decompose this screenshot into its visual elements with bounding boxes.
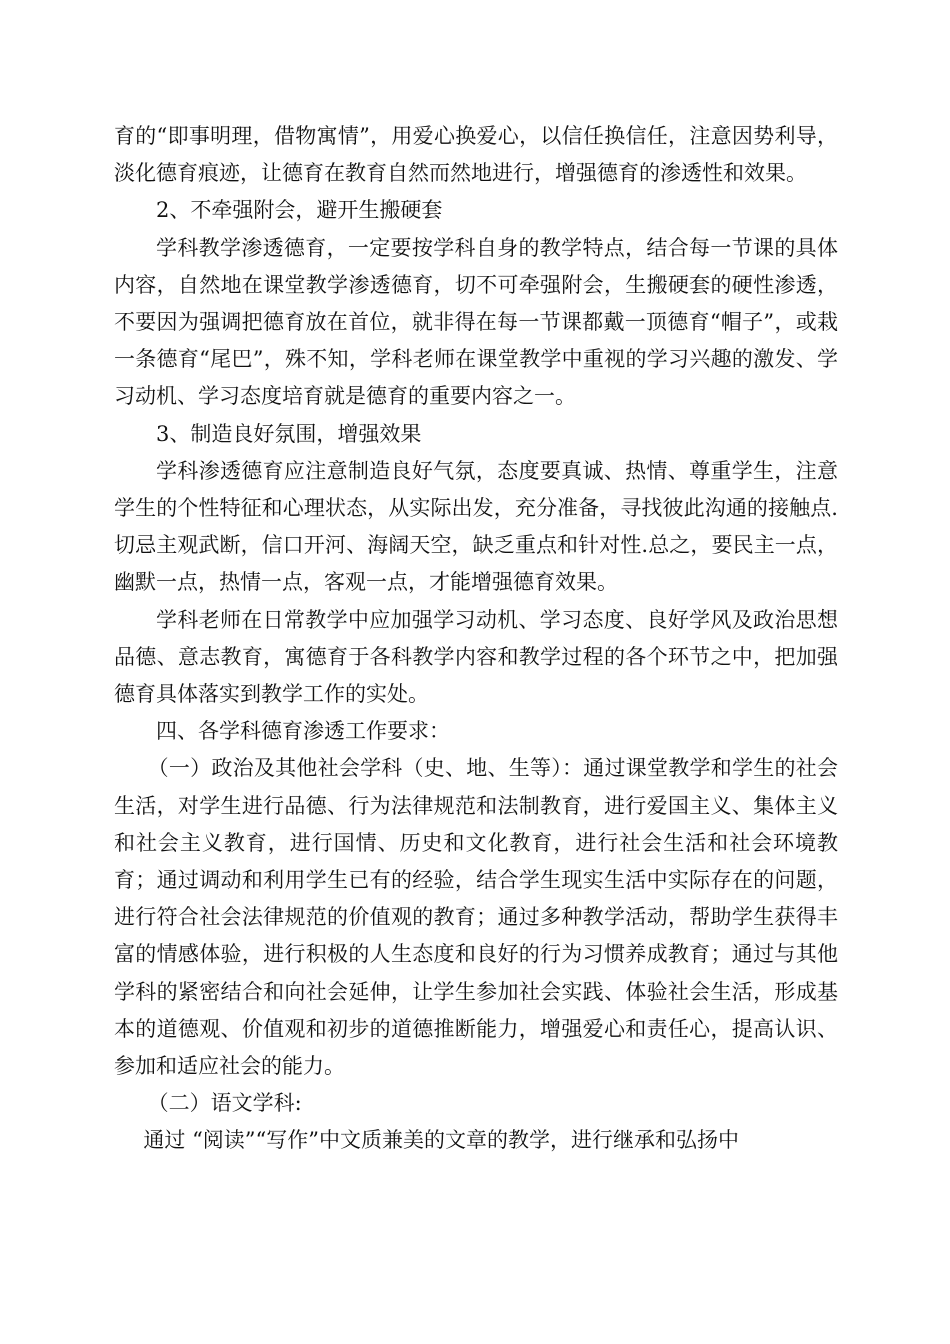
document-page (114, 118, 838, 1160)
section-heading-4: 四、各学科德育渗透工作要求： (156, 719, 450, 744)
subsection-heading: （二）语文学科: (147, 1091, 302, 1116)
section-heading-2: 2、不牵强附会，避开生搬硬套 (156, 198, 443, 223)
paragraph-body: 学科老师在日常教学中应加强学习动机、学习态度、良好学风及政治思想品德、意志教育，寓德育于各科教学内容和教学过程的各个环节之中，把加强德育具体落实到教学工作的实处。 (114, 607, 838, 707)
paragraph-body: 通过 “阅读”“写作”中文质兼美的文章的教学，进行继承和弘扬中 (143, 1128, 740, 1153)
paragraph-continuation: 育的“即事明理，借物寓情”，用爱心换爱心，以信任换信任，注意因势利导，淡化德育痕迹，让德育在教育自然而然地进行，增强德育的渗透性和效果。 (114, 124, 838, 186)
section-heading-3: 3、制造良好氛围，增强效果 (156, 421, 422, 446)
paragraph-body: （一）政治及其他社会学科（史、地、生等）：通过课堂教学和学生的社会生活，对学生进行品德、行为法律规范和法制教育，进行爱国主义、集体主义和社会主义教育，进行国情、历史和文化教育，进行社会生活和社会环境教育；通过调动和利用学生已有的经验，结合学生现实生活中实际存在的问题，进行符合社会法律规范的价值观的教育；通过多种教学活动，帮助学生获得丰富的情感体验，进行积极的人生态度和良好的行为习惯养成教育；通过与其他学科的紧密结合和向社会延伸，让学生参加社会实践、体验社会生活，形成基本的道德观、价值观和初步的道德推断能力，增强爱心和责任心，提高认识、参加和适应社会的能力。 (114, 756, 838, 1079)
paragraph-body: 学科教学渗透德育，一定要按学科自身的教学特点，结合每一节课的具体内容，自然地在课堂教学渗透德育，切不可牵强附会，生搬硬套的硬性渗透，不要因为强调把德育放在首位，就非得在每一节课都戴一顶德育“帽子”，或栽一条德育“尾巴”，殊不知，学科老师在课堂教学中重视的学习兴趣的激发、学习动机、学习态度培育就是德育的重要内容之一。 (114, 235, 838, 409)
paragraph-body: 学科渗透德育应注意制造良好气氛，态度要真诚、热情、尊重学生，注意学生的个性特征和心理状态，从实际出发，充分准备，寻找彼此沟通的接触点.切忌主观武断，信口开河、海阔天空，缺乏重点和针对性.总之，要民主一点，幽默一点，热情一点，客观一点，才能增强德育效果。 (114, 458, 838, 595)
